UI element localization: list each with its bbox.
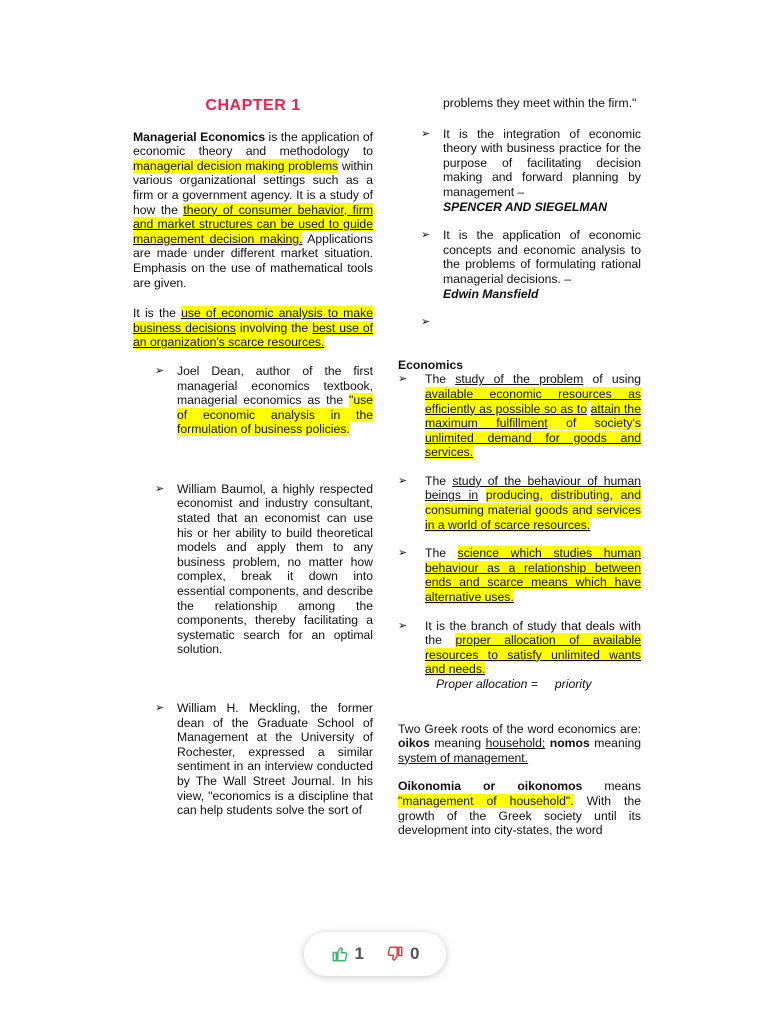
list-item-baumol: ➢ William Baumol, a highly respected economist and industry consultant, stated that an economist can use his or her ability to build theoretical models and apply them to any business problem, no matter how complex, break it down into essential components, and describe the relationship among the components, thereby facilitating a systematic search for an optimal solution.: [155, 481, 373, 657]
economics-definition-3: ➢ The science which studies human behaviour as a relationship between ends and scarce means which have alternative uses.: [398, 546, 642, 605]
thumbs-up-icon: [331, 945, 349, 963]
economics-definition-1: ➢ The study of the problem of using available economic resources as efficiently as possible so as to attain the maximum fulfillment of society's unlimited demand for goods and services.: [398, 372, 642, 460]
right-column: [398, 96, 641, 838]
greek-roots-paragraph: Two Greek roots of the word economics are: oikos meaning household; nomos meaning system of management.: [398, 721, 641, 765]
downvote-count: 0: [410, 944, 420, 963]
list-item-spencer: ➢ It is the integration of economic theory with business practice for the purpose of facilitating decision making and forward planning by management – SPENCER AND SIEGELMAN: [421, 126, 641, 214]
economics-heading: Economics: [398, 357, 464, 372]
arrow-bullet-icon: ➢: [398, 547, 408, 560]
proper-allocation-note: Proper allocation = priority: [436, 677, 592, 691]
oikonomia-paragraph: Oikonomia or oikonomos means "management of household". With the growth of the Greek society until its development into city-states, the word: [398, 779, 641, 838]
economics-definition-4: ➢ It is the branch of study that deals with the proper allocation of available resources to satisfy unlimited wants and needs.: [398, 618, 641, 677]
arrow-bullet-icon: ➢: [421, 127, 431, 140]
vote-widget: [304, 932, 446, 976]
downvote-button[interactable]: [386, 944, 419, 964]
left-column: [133, 96, 373, 818]
arrow-bullet-icon: ➢: [398, 373, 408, 386]
arrow-bullet-icon: ➢: [155, 482, 165, 495]
upvote-count: 1: [354, 944, 364, 963]
list-item-mansfield: ➢ It is the application of economic concepts and economic analysis to the problems of formulating rational managerial decisions. – Edwin Mansfield: [421, 228, 641, 301]
economics-definition-2: ➢ The study of the behaviour of human beings in producing, distributing, and consuming material goods and services in a world of scarce resources.: [398, 473, 642, 532]
arrow-bullet-icon: ➢: [398, 619, 408, 632]
upvote-button[interactable]: [331, 944, 364, 964]
arrow-bullet-icon: ➢: [421, 229, 431, 242]
chapter-title: CHAPTER 1: [205, 97, 301, 114]
empty-list-item: [398, 315, 641, 330]
list-item-meckling: ➢ William H. Meckling, the former dean of the Graduate School of Management at the University of Rochester, expressed a similar sentiment in an interview conducted by The Wall Street Journal. In his view, "economics is a discipline that can help students solve the sort of: [155, 701, 373, 818]
usage-paragraph: It is the use of economic analysis to make business decisions involving the best use of an organization's scarce resources.: [133, 306, 374, 350]
arrow-bullet-icon: ➢: [155, 702, 165, 714]
list-item-dean: ➢ Joel Dean, author of the first managerial economics textbook, managerial economics as the "use of economic analysis in the formulation of business policies.: [155, 363, 373, 437]
thumbs-down-icon: [386, 945, 404, 963]
continued-quote: problems they meet within the firm.": [443, 96, 637, 110]
arrow-bullet-icon: ➢: [421, 316, 431, 329]
arrow-bullet-icon: ➢: [155, 364, 165, 377]
definition-paragraph: Managerial Economics is the application of economic theory and methodology to managerial decision making problems within various organizational settings such as a firm or a government agency. It is a study of how the theory of consumer behavior, firm and market structures can be used to guide management decision making. Applications are made under different market situation. Emphasis on the use of mathematical tools are given.: [133, 129, 373, 290]
arrow-bullet-icon: ➢: [398, 474, 408, 487]
